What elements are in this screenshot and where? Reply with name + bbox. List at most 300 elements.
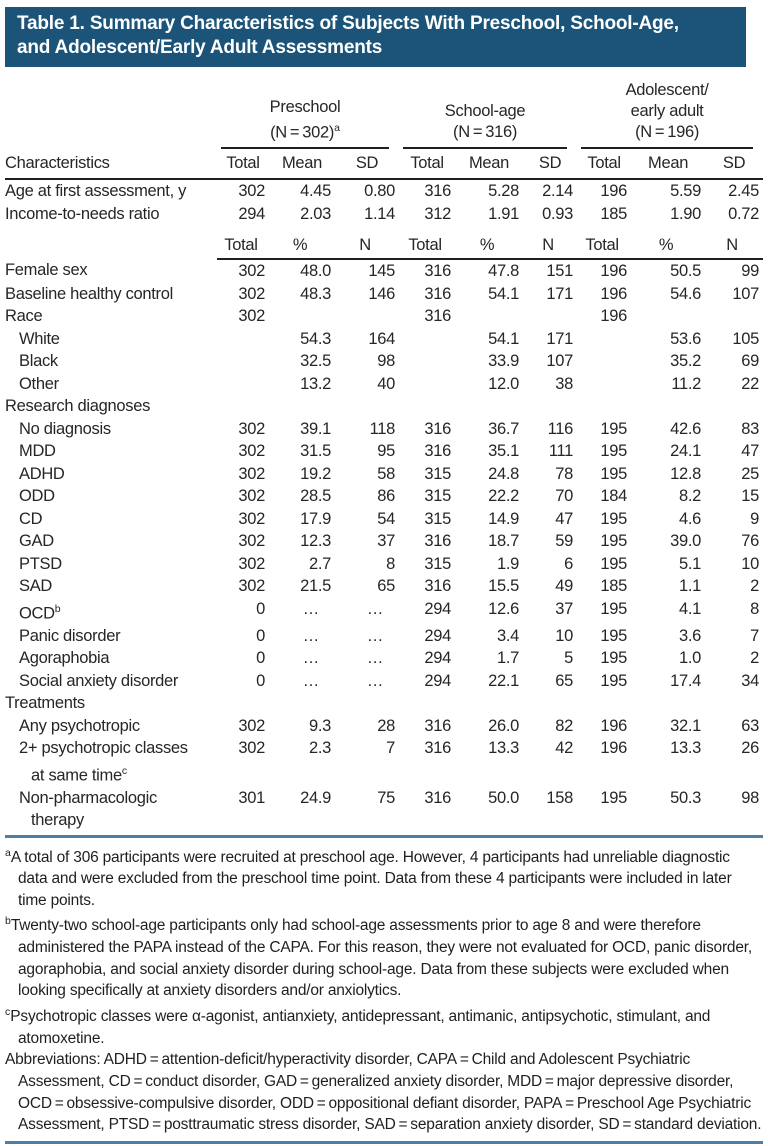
row-label: Race xyxy=(5,307,43,325)
data-cell: 196 xyxy=(600,182,628,200)
data-cell: 302 xyxy=(238,739,265,757)
stat-header-row xyxy=(5,149,763,179)
data-cell xyxy=(705,305,763,328)
data-cell: … xyxy=(366,671,384,690)
data-cell: 9.3 xyxy=(308,716,331,735)
data-cell: 14.9 xyxy=(488,509,520,528)
row-label: OCD$^b$ xyxy=(19,602,61,622)
data-cell xyxy=(335,305,399,328)
data-cell: 50.0 xyxy=(488,788,520,807)
data-cell: 63 xyxy=(741,716,760,735)
data-cell xyxy=(577,692,631,715)
data-cell: 302 xyxy=(238,554,265,573)
data-cell: 17.9 xyxy=(300,509,331,528)
data-cell: 37 xyxy=(377,532,396,550)
data-cell: 5.28 xyxy=(488,182,520,200)
data-cell: 1.1 xyxy=(679,577,702,595)
data-cell: 302 xyxy=(238,262,265,280)
stat-header-cell: Total xyxy=(399,149,455,179)
footnote-b: $^b$Twenty-two school-age participants only had school-age assessments prior to age 8 and were therefore administered the PAPA instead of the CAPA. For this reason, they were not evaluated for OCD, panic disorder, agoraphobia, and social anxiety disorder during school-age. Data from these subjects were excluded when looking specifically at anxiety disorders and/or anxiolytics. xyxy=(5,915,752,1000)
data-cell: 42 xyxy=(555,739,574,757)
data-cell: 0.80 xyxy=(364,182,396,200)
row-label: No diagnosis xyxy=(19,419,111,438)
data-cell: 24.9 xyxy=(300,788,331,807)
row-label: Agoraphobia xyxy=(19,649,110,667)
table-row xyxy=(5,203,763,226)
table-row xyxy=(5,259,763,283)
data-cell: 2.03 xyxy=(300,204,331,223)
data-cell: 53.6 xyxy=(670,329,702,348)
data-cell: 316 xyxy=(424,716,452,735)
table-row xyxy=(5,350,763,373)
data-cell: 184 xyxy=(600,487,628,505)
data-cell: 301 xyxy=(238,788,265,807)
data-cell xyxy=(269,395,335,418)
data-cell: 302 xyxy=(238,487,265,505)
table-row xyxy=(5,647,763,670)
stat-header-cell: SD xyxy=(705,149,763,179)
data-cell: 196 xyxy=(600,307,628,325)
table-row xyxy=(5,463,763,486)
data-cell: … xyxy=(302,649,319,667)
data-cell: 26.0 xyxy=(488,716,520,735)
table-row xyxy=(5,418,763,441)
data-cell: 195 xyxy=(600,671,628,690)
stat-header-cell: Mean xyxy=(269,149,335,179)
data-cell xyxy=(399,692,455,715)
data-cell xyxy=(705,395,763,418)
stat-header-cell: SD xyxy=(335,149,399,179)
data-cell: 195 xyxy=(600,626,628,645)
data-cell: 315 xyxy=(424,487,452,505)
data-cell: 4.1 xyxy=(679,599,702,618)
data-cell: … xyxy=(302,671,319,690)
data-cell: 8 xyxy=(386,554,396,573)
table-row xyxy=(5,508,763,531)
data-cell: 316 xyxy=(424,577,452,595)
data-cell: 315 xyxy=(424,509,452,528)
data-cell: 28 xyxy=(377,716,396,735)
stat-subheader-row xyxy=(5,225,763,259)
group-label: Adolescent/ xyxy=(625,81,709,99)
data-cell: 294 xyxy=(424,649,452,667)
table-row xyxy=(5,625,763,648)
data-cell: 10 xyxy=(555,626,574,645)
data-cell: … xyxy=(366,649,384,667)
table-row xyxy=(5,530,763,553)
data-cell: 2.14 xyxy=(542,182,574,200)
data-cell: 302 xyxy=(238,442,265,460)
data-cell xyxy=(399,395,455,418)
data-cell: 39.0 xyxy=(670,532,702,550)
data-cell xyxy=(399,328,455,351)
stat-header-cell: N xyxy=(705,225,763,259)
abbreviations-note: Abbreviations: ADHD = attention-deficit/hyperactivity disorder, CAPA = Child and Adolescent Psychiatric Assessment, CD = conduct disorder, GAD = generalized anxiety disorder, MDD = major depressive disorder, OCD = obsessive-compulsive disorder, ODD = oppositional defiant disorder, PAPA = Preschool Age Psychiatric Assessment, PTSD = posttraumatic stress disorder, SAD = separation anxiety disorder, SD = standard deviation. xyxy=(5,1051,762,1134)
data-cell: 196 xyxy=(600,284,628,303)
footnote-a: $^a$A total of 306 participants were recruited at preschool age. However, 4 participants had unreliable diagnostic data and were excluded from the preschool time point. Data from these 4 participants were included in later time points. xyxy=(5,846,732,909)
group-n: (N = 196) xyxy=(635,123,700,141)
data-cell: 7 xyxy=(386,739,396,757)
data-cell: 0 xyxy=(256,626,265,645)
data-cell: 48.0 xyxy=(300,262,331,280)
data-cell: 316 xyxy=(424,284,452,303)
data-cell: 95 xyxy=(377,442,396,460)
data-cell: 13.2 xyxy=(300,374,331,393)
data-cell xyxy=(577,328,631,351)
data-cell: 195 xyxy=(600,599,628,618)
data-cell xyxy=(269,305,335,328)
data-cell xyxy=(455,395,523,418)
table-row xyxy=(5,395,763,418)
stat-header-cell: Total xyxy=(577,225,631,259)
data-cell: 76 xyxy=(741,532,760,550)
data-cell: 11.2 xyxy=(671,374,702,393)
row-label: Non-pharmacologic therapy xyxy=(19,788,157,829)
group-label: School-age xyxy=(444,102,526,120)
data-cell: 37 xyxy=(555,599,574,618)
data-cell: 35.2 xyxy=(670,352,702,370)
data-cell xyxy=(577,350,631,373)
row-label: Research diagnoses xyxy=(5,397,151,415)
data-cell: 1.0 xyxy=(679,649,702,667)
data-cell: 2.7 xyxy=(308,554,331,573)
data-cell: 2.45 xyxy=(728,182,760,200)
data-cell: 24.1 xyxy=(670,442,702,460)
data-cell: 195 xyxy=(600,532,628,550)
footnote-marker: c xyxy=(5,1005,11,1018)
data-cell: 59 xyxy=(555,532,574,550)
group-n: (N = 302)$^a$ xyxy=(270,121,340,141)
data-cell: 195 xyxy=(600,509,628,528)
footnote-marker-a: a xyxy=(334,121,340,134)
data-cell: 33.9 xyxy=(488,352,520,370)
data-cell: 118 xyxy=(369,419,396,438)
data-cell: 0 xyxy=(256,649,265,667)
footnote-marker: b xyxy=(5,915,11,928)
data-cell: 116 xyxy=(547,419,574,438)
data-cell: 3.4 xyxy=(496,626,520,645)
data-cell: 316 xyxy=(424,182,452,200)
table-row xyxy=(5,598,763,625)
data-cell: … xyxy=(302,599,319,618)
data-cell: 1.7 xyxy=(496,649,520,667)
stat-header-cell: Total xyxy=(217,149,269,179)
group-label: Preschool xyxy=(269,97,341,116)
data-cell: 316 xyxy=(424,532,452,550)
data-cell: 316 xyxy=(424,739,452,757)
stat-header-cell: Mean xyxy=(455,149,523,179)
footnotes-block xyxy=(5,843,763,1136)
group-label: early adult xyxy=(630,102,704,120)
data-cell xyxy=(217,373,269,396)
data-cell xyxy=(217,328,269,351)
table-row xyxy=(5,305,763,328)
data-cell xyxy=(399,350,455,373)
data-cell: 28.5 xyxy=(300,487,331,505)
data-cell: 316 xyxy=(424,442,452,460)
row-label: Age at first assessment, y xyxy=(5,182,187,200)
data-cell: 32.1 xyxy=(670,716,702,735)
data-cell: 145 xyxy=(368,262,396,280)
data-cell: 294 xyxy=(424,671,452,690)
data-cell xyxy=(335,395,399,418)
row-label: Black xyxy=(19,352,58,370)
data-cell: 302 xyxy=(238,419,265,438)
summary-table xyxy=(5,76,763,832)
table-row xyxy=(5,737,763,787)
data-cell: 83 xyxy=(741,419,760,438)
data-cell: 12.0 xyxy=(488,374,520,393)
data-cell xyxy=(705,692,763,715)
data-cell: 2 xyxy=(750,649,760,667)
data-cell: 40 xyxy=(377,374,396,393)
data-cell: 24.8 xyxy=(488,464,520,483)
data-cell: 12.3 xyxy=(300,532,331,550)
data-cell: 2.3 xyxy=(308,739,331,757)
data-cell: 8.2 xyxy=(679,487,702,505)
stat-header-cell: % xyxy=(455,225,523,259)
table-title-line2: and Adolescent/Early Adult Assessments xyxy=(17,37,383,58)
data-cell: 21.5 xyxy=(300,577,331,595)
data-cell: 50.3 xyxy=(670,788,702,807)
table-title-bar xyxy=(5,7,746,67)
data-cell xyxy=(335,692,399,715)
data-cell xyxy=(217,350,269,373)
row-label: Panic disorder xyxy=(19,626,121,645)
data-cell: 70 xyxy=(555,487,574,505)
table-row xyxy=(5,670,763,693)
data-cell: 15.5 xyxy=(488,577,520,595)
data-cell: 25 xyxy=(741,464,760,483)
group-header-spacer xyxy=(5,76,217,149)
data-cell: 18.7 xyxy=(488,532,520,550)
row-label: Treatments xyxy=(5,694,85,712)
subheader-spacer xyxy=(5,225,217,259)
data-cell: 0 xyxy=(256,671,265,690)
data-cell: 10 xyxy=(741,554,760,573)
data-cell: 2 xyxy=(750,577,760,595)
data-cell xyxy=(399,373,455,396)
data-cell: 35.1 xyxy=(488,442,520,460)
data-cell: 13.3 xyxy=(670,739,702,757)
table-row xyxy=(5,787,763,832)
row-label: Other xyxy=(19,374,59,393)
page-bottom-rule xyxy=(5,1141,763,1144)
data-cell: 65 xyxy=(555,671,574,690)
table-row xyxy=(5,328,763,351)
row-label: White xyxy=(19,329,60,348)
stat-header-cell: Total xyxy=(399,225,455,259)
table-title-line1: Table 1. Summary Characteristics of Subjects With Preschool, School-Age, xyxy=(17,13,679,34)
summary-table-wrap xyxy=(5,76,763,832)
data-cell: 6 xyxy=(564,554,574,573)
data-cell xyxy=(523,692,577,715)
data-cell: 5 xyxy=(564,649,574,667)
data-cell: 107 xyxy=(546,352,574,370)
data-cell: 302 xyxy=(238,182,265,200)
footnote-c: $^c$Psychotropic classes were α-agonist, antianxiety, antidepressant, antimanic, antipsychotic, stimulant, and atomoxetine. xyxy=(5,1005,711,1047)
row-label: CD xyxy=(19,509,43,528)
data-cell: 0.93 xyxy=(542,204,574,223)
data-cell: 315 xyxy=(424,554,452,573)
data-cell xyxy=(577,373,631,396)
data-cell: 294 xyxy=(424,599,452,618)
data-cell: 31.5 xyxy=(300,442,331,460)
data-cell xyxy=(217,395,269,418)
data-cell: 1.14 xyxy=(364,204,396,223)
data-cell: 316 xyxy=(424,262,452,280)
data-cell: 54.3 xyxy=(300,329,331,348)
column-group-header-school-age xyxy=(399,76,577,149)
data-cell: 195 xyxy=(600,554,628,573)
data-cell: 98 xyxy=(741,788,760,807)
data-cell: 69 xyxy=(741,352,760,370)
table-row xyxy=(5,715,763,738)
data-cell: 196 xyxy=(600,262,628,280)
data-cell: 1.91 xyxy=(488,204,520,223)
data-cell: 54.6 xyxy=(670,284,702,303)
data-cell: 146 xyxy=(368,284,396,303)
data-cell: 316 xyxy=(424,307,452,325)
data-cell: 302 xyxy=(238,307,265,325)
data-cell: 195 xyxy=(600,464,628,483)
row-label: ADHD xyxy=(19,464,65,483)
data-cell: 185 xyxy=(600,204,628,223)
row-label: GAD xyxy=(19,532,54,550)
data-cell xyxy=(523,305,577,328)
data-cell xyxy=(455,692,523,715)
table-row xyxy=(5,575,763,598)
data-cell: 19.2 xyxy=(300,464,331,483)
row-label: SAD xyxy=(19,577,53,595)
data-cell: 0 xyxy=(256,599,265,618)
data-cell: 9 xyxy=(750,509,760,528)
data-cell: 105 xyxy=(732,329,760,348)
row-label: Female sex xyxy=(5,261,88,279)
data-cell: 58 xyxy=(377,464,396,483)
data-cell: 99 xyxy=(741,262,760,280)
stat-header-cell: N xyxy=(335,225,399,259)
data-cell: 302 xyxy=(238,532,265,550)
data-cell: 195 xyxy=(600,442,628,460)
data-cell: 312 xyxy=(424,204,452,223)
data-cell: 13.3 xyxy=(488,739,520,757)
characteristics-header: Characteristics xyxy=(5,149,217,179)
data-cell: 158 xyxy=(546,788,574,807)
data-cell xyxy=(577,395,631,418)
table-row xyxy=(5,553,763,576)
table-row xyxy=(5,373,763,396)
data-cell: 8 xyxy=(750,599,760,618)
data-cell: 294 xyxy=(238,204,265,223)
data-cell: … xyxy=(366,599,384,618)
table-row xyxy=(5,179,763,203)
data-cell: 38 xyxy=(555,374,574,393)
data-cell: 22.2 xyxy=(488,487,520,505)
data-cell: 65 xyxy=(377,577,396,595)
data-cell: 302 xyxy=(238,464,265,483)
stat-header-cell: Mean xyxy=(631,149,705,179)
data-cell: 4.6 xyxy=(679,509,702,528)
data-cell: 47 xyxy=(555,509,574,528)
data-cell: 316 xyxy=(424,788,452,807)
row-label: Income-to-needs ratio xyxy=(5,204,160,223)
stat-header-cell: % xyxy=(269,225,335,259)
data-cell: 3.6 xyxy=(679,626,702,645)
data-cell: 17.4 xyxy=(670,671,702,690)
data-cell: 39.1 xyxy=(300,419,331,438)
row-label: ODD xyxy=(19,487,55,505)
data-cell: 164 xyxy=(368,329,396,348)
data-cell: 171 xyxy=(546,329,574,348)
data-cell: 316 xyxy=(424,419,452,438)
data-cell: 151 xyxy=(546,262,574,280)
stat-header-cell: N xyxy=(523,225,577,259)
data-cell: 75 xyxy=(377,788,396,807)
data-cell xyxy=(217,692,269,715)
row-label: 2+ psychotropic classes at same time$^c$ xyxy=(19,739,188,784)
data-cell: 315 xyxy=(424,464,452,483)
data-cell: 0.72 xyxy=(728,204,760,223)
data-cell: 1.9 xyxy=(496,554,520,573)
data-cell: … xyxy=(302,626,319,645)
data-cell: 196 xyxy=(600,739,628,757)
data-cell: 7 xyxy=(750,626,760,645)
data-cell: 22.1 xyxy=(488,671,520,690)
data-cell: 195 xyxy=(600,649,628,667)
table-bottom-rule xyxy=(5,835,763,838)
data-cell: 5.59 xyxy=(670,182,702,200)
row-label: MDD xyxy=(19,442,56,460)
table-row xyxy=(5,283,763,306)
data-cell: 42.6 xyxy=(670,419,702,438)
data-cell: 48.3 xyxy=(300,284,331,303)
data-cell: 302 xyxy=(238,716,265,735)
data-cell: 195 xyxy=(600,419,628,438)
data-cell: 54 xyxy=(377,509,396,528)
stat-header-cell: Total xyxy=(577,149,631,179)
group-header-row xyxy=(5,76,763,149)
data-cell: 12.8 xyxy=(670,464,702,483)
data-cell: 302 xyxy=(238,577,265,595)
row-label: PTSD xyxy=(19,554,62,573)
data-cell: 54.1 xyxy=(488,284,520,303)
footnote-marker: a xyxy=(5,846,11,859)
data-cell: 302 xyxy=(238,284,265,303)
data-cell: 185 xyxy=(600,577,628,595)
data-cell: 302 xyxy=(238,509,265,528)
data-cell: 50.5 xyxy=(670,262,702,280)
stat-header-cell: Total xyxy=(217,225,269,259)
data-cell: 49 xyxy=(555,577,574,595)
data-cell: 12.6 xyxy=(488,599,520,618)
table-row xyxy=(5,485,763,508)
stat-header-cell: SD xyxy=(523,149,577,179)
data-cell: 47 xyxy=(741,442,760,460)
data-cell: 111 xyxy=(548,442,574,460)
row-label: Social anxiety disorder xyxy=(19,671,179,690)
data-cell: 196 xyxy=(600,716,628,735)
stat-header-cell: % xyxy=(631,225,705,259)
column-group-header-adolescent xyxy=(577,76,763,149)
column-group-header-preschool xyxy=(217,76,399,149)
data-cell: 34 xyxy=(741,671,760,690)
data-cell: 36.7 xyxy=(488,419,520,438)
data-cell xyxy=(269,692,335,715)
data-cell: 15 xyxy=(741,487,760,505)
group-n: (N = 316) xyxy=(453,123,518,141)
data-cell: 4.45 xyxy=(300,182,331,200)
